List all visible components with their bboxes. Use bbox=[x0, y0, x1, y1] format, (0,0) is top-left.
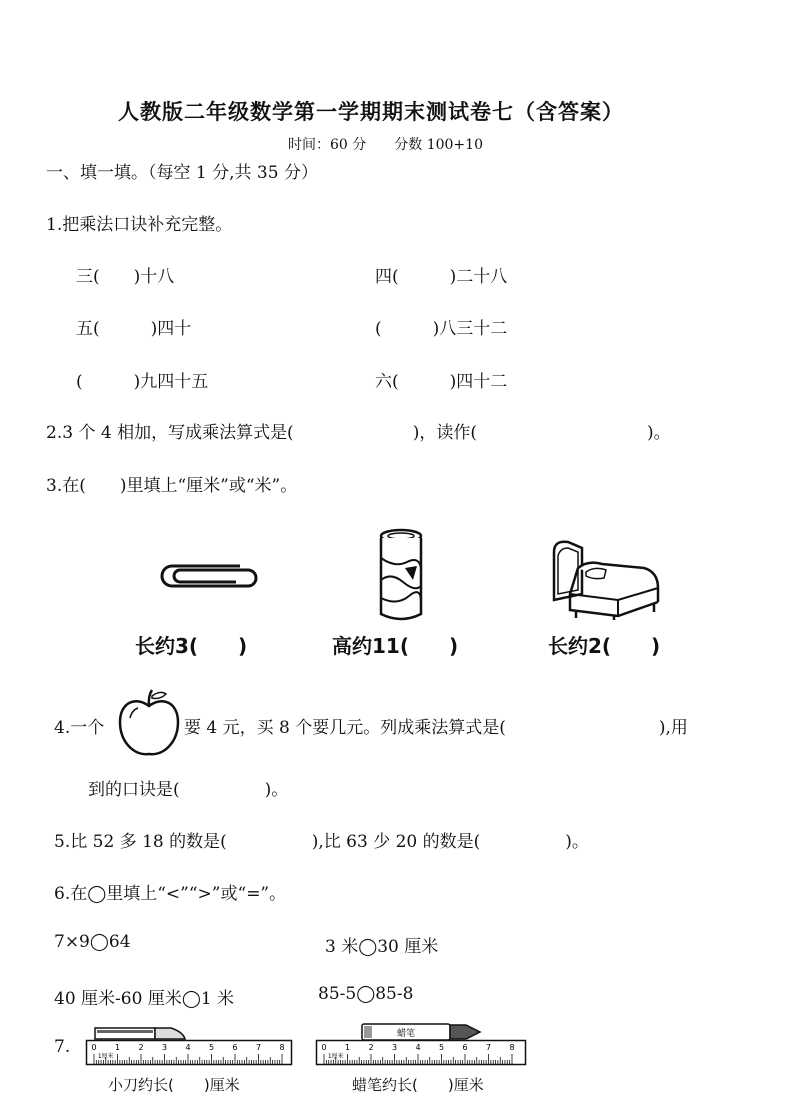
soda-can-image bbox=[377, 528, 425, 624]
knife-image bbox=[93, 1026, 187, 1040]
crayon-caption: 蜡笔约长( )厘米 bbox=[352, 1076, 484, 1094]
ruler-unit-label: 1厘米 bbox=[327, 1053, 344, 1060]
q6-item-4: 85-5◯85-8 bbox=[318, 984, 414, 1004]
ruler-tick-label: 7 bbox=[255, 1043, 262, 1052]
q1-item-1: 三( )十八 bbox=[76, 267, 175, 287]
q1-item-5: ( )九四十五 bbox=[76, 372, 209, 392]
ruler-tick-label: 3 bbox=[391, 1043, 398, 1052]
ruler-tick-label: 1 bbox=[344, 1043, 351, 1052]
ruler-1 bbox=[86, 1040, 294, 1066]
paperclip-image bbox=[158, 560, 260, 592]
question-4-part1: 4.一个 bbox=[54, 718, 105, 738]
ruler-tick-label: 4 bbox=[185, 1043, 191, 1052]
ruler-tick-label: 8 bbox=[279, 1043, 285, 1052]
ruler-2 bbox=[316, 1040, 528, 1066]
question-6-stem: 6.在◯里填上“<”“>”或“=”。 bbox=[54, 884, 287, 904]
ruler-tick-label: 2 bbox=[138, 1043, 144, 1052]
page-subtitle: 时间：60 分 分数 100+10 bbox=[288, 137, 483, 153]
knife-caption: 小刀约长( )厘米 bbox=[108, 1076, 240, 1094]
paperclip-caption: 长约3( ) bbox=[135, 634, 248, 658]
crayon-image bbox=[360, 1022, 482, 1042]
page-title: 人教版二年级数学第一学期期末测试卷七（含答案） bbox=[118, 99, 624, 124]
ruler-tick-label: 0 bbox=[91, 1043, 97, 1052]
bed-image bbox=[548, 538, 664, 620]
ruler-tick-label: 8 bbox=[509, 1043, 515, 1052]
q1-item-3: 五( )四十 bbox=[76, 319, 192, 339]
ruler-tick-label: 3 bbox=[161, 1043, 168, 1052]
q6-item-1: 7×9◯64 bbox=[54, 932, 131, 952]
question-4-part3: 到的口诀是( )。 bbox=[88, 780, 289, 800]
q6-item-3: 40 厘米-60 厘米◯1 米 bbox=[54, 989, 235, 1009]
ruler-tick-label: 5 bbox=[438, 1043, 445, 1052]
apple-image bbox=[116, 688, 182, 760]
q1-item-4: ( )八三十二 bbox=[375, 319, 508, 339]
ruler-tick-label: 7 bbox=[485, 1043, 492, 1052]
question-1-stem: 1.把乘法口诀补充完整。 bbox=[46, 215, 233, 235]
ruler-tick-label: 4 bbox=[415, 1043, 421, 1052]
crayon-label: 蜡笔 bbox=[396, 1029, 416, 1039]
question-5: 5.比 52 多 18 的数是( ),比 63 少 20 的数是( )。 bbox=[54, 832, 589, 852]
q1-item-2: 四( )二十八 bbox=[375, 267, 508, 287]
ruler-tick-label: 2 bbox=[368, 1043, 374, 1052]
question-3-stem: 3.在( )里填上“厘米”或“米”。 bbox=[46, 476, 298, 496]
ruler-tick-label: 5 bbox=[208, 1043, 215, 1052]
ruler-tick-label: 1 bbox=[114, 1043, 121, 1052]
question-7-number: 7. bbox=[54, 1037, 71, 1057]
can-caption: 高约11( ) bbox=[332, 634, 459, 658]
ruler-tick-label: 6 bbox=[232, 1043, 238, 1052]
question-2: 2.3 个 4 相加，写成乘法算式是( )，读作( )。 bbox=[46, 423, 671, 443]
q6-item-2: 3 米◯30 厘米 bbox=[325, 937, 439, 957]
question-4-part2: 要 4 元，买 8 个要几元。列成乘法算式是( ),用 bbox=[184, 718, 688, 738]
bed-caption: 长约2( ) bbox=[548, 634, 661, 658]
ruler-tick-label: 0 bbox=[321, 1043, 327, 1052]
section-heading: 一、填一填。（每空 1 分,共 35 分） bbox=[46, 163, 318, 183]
q1-item-6: 六( )四十二 bbox=[375, 372, 508, 392]
ruler-tick-label: 6 bbox=[462, 1043, 468, 1052]
ruler-unit-label: 1厘米 bbox=[97, 1053, 114, 1060]
